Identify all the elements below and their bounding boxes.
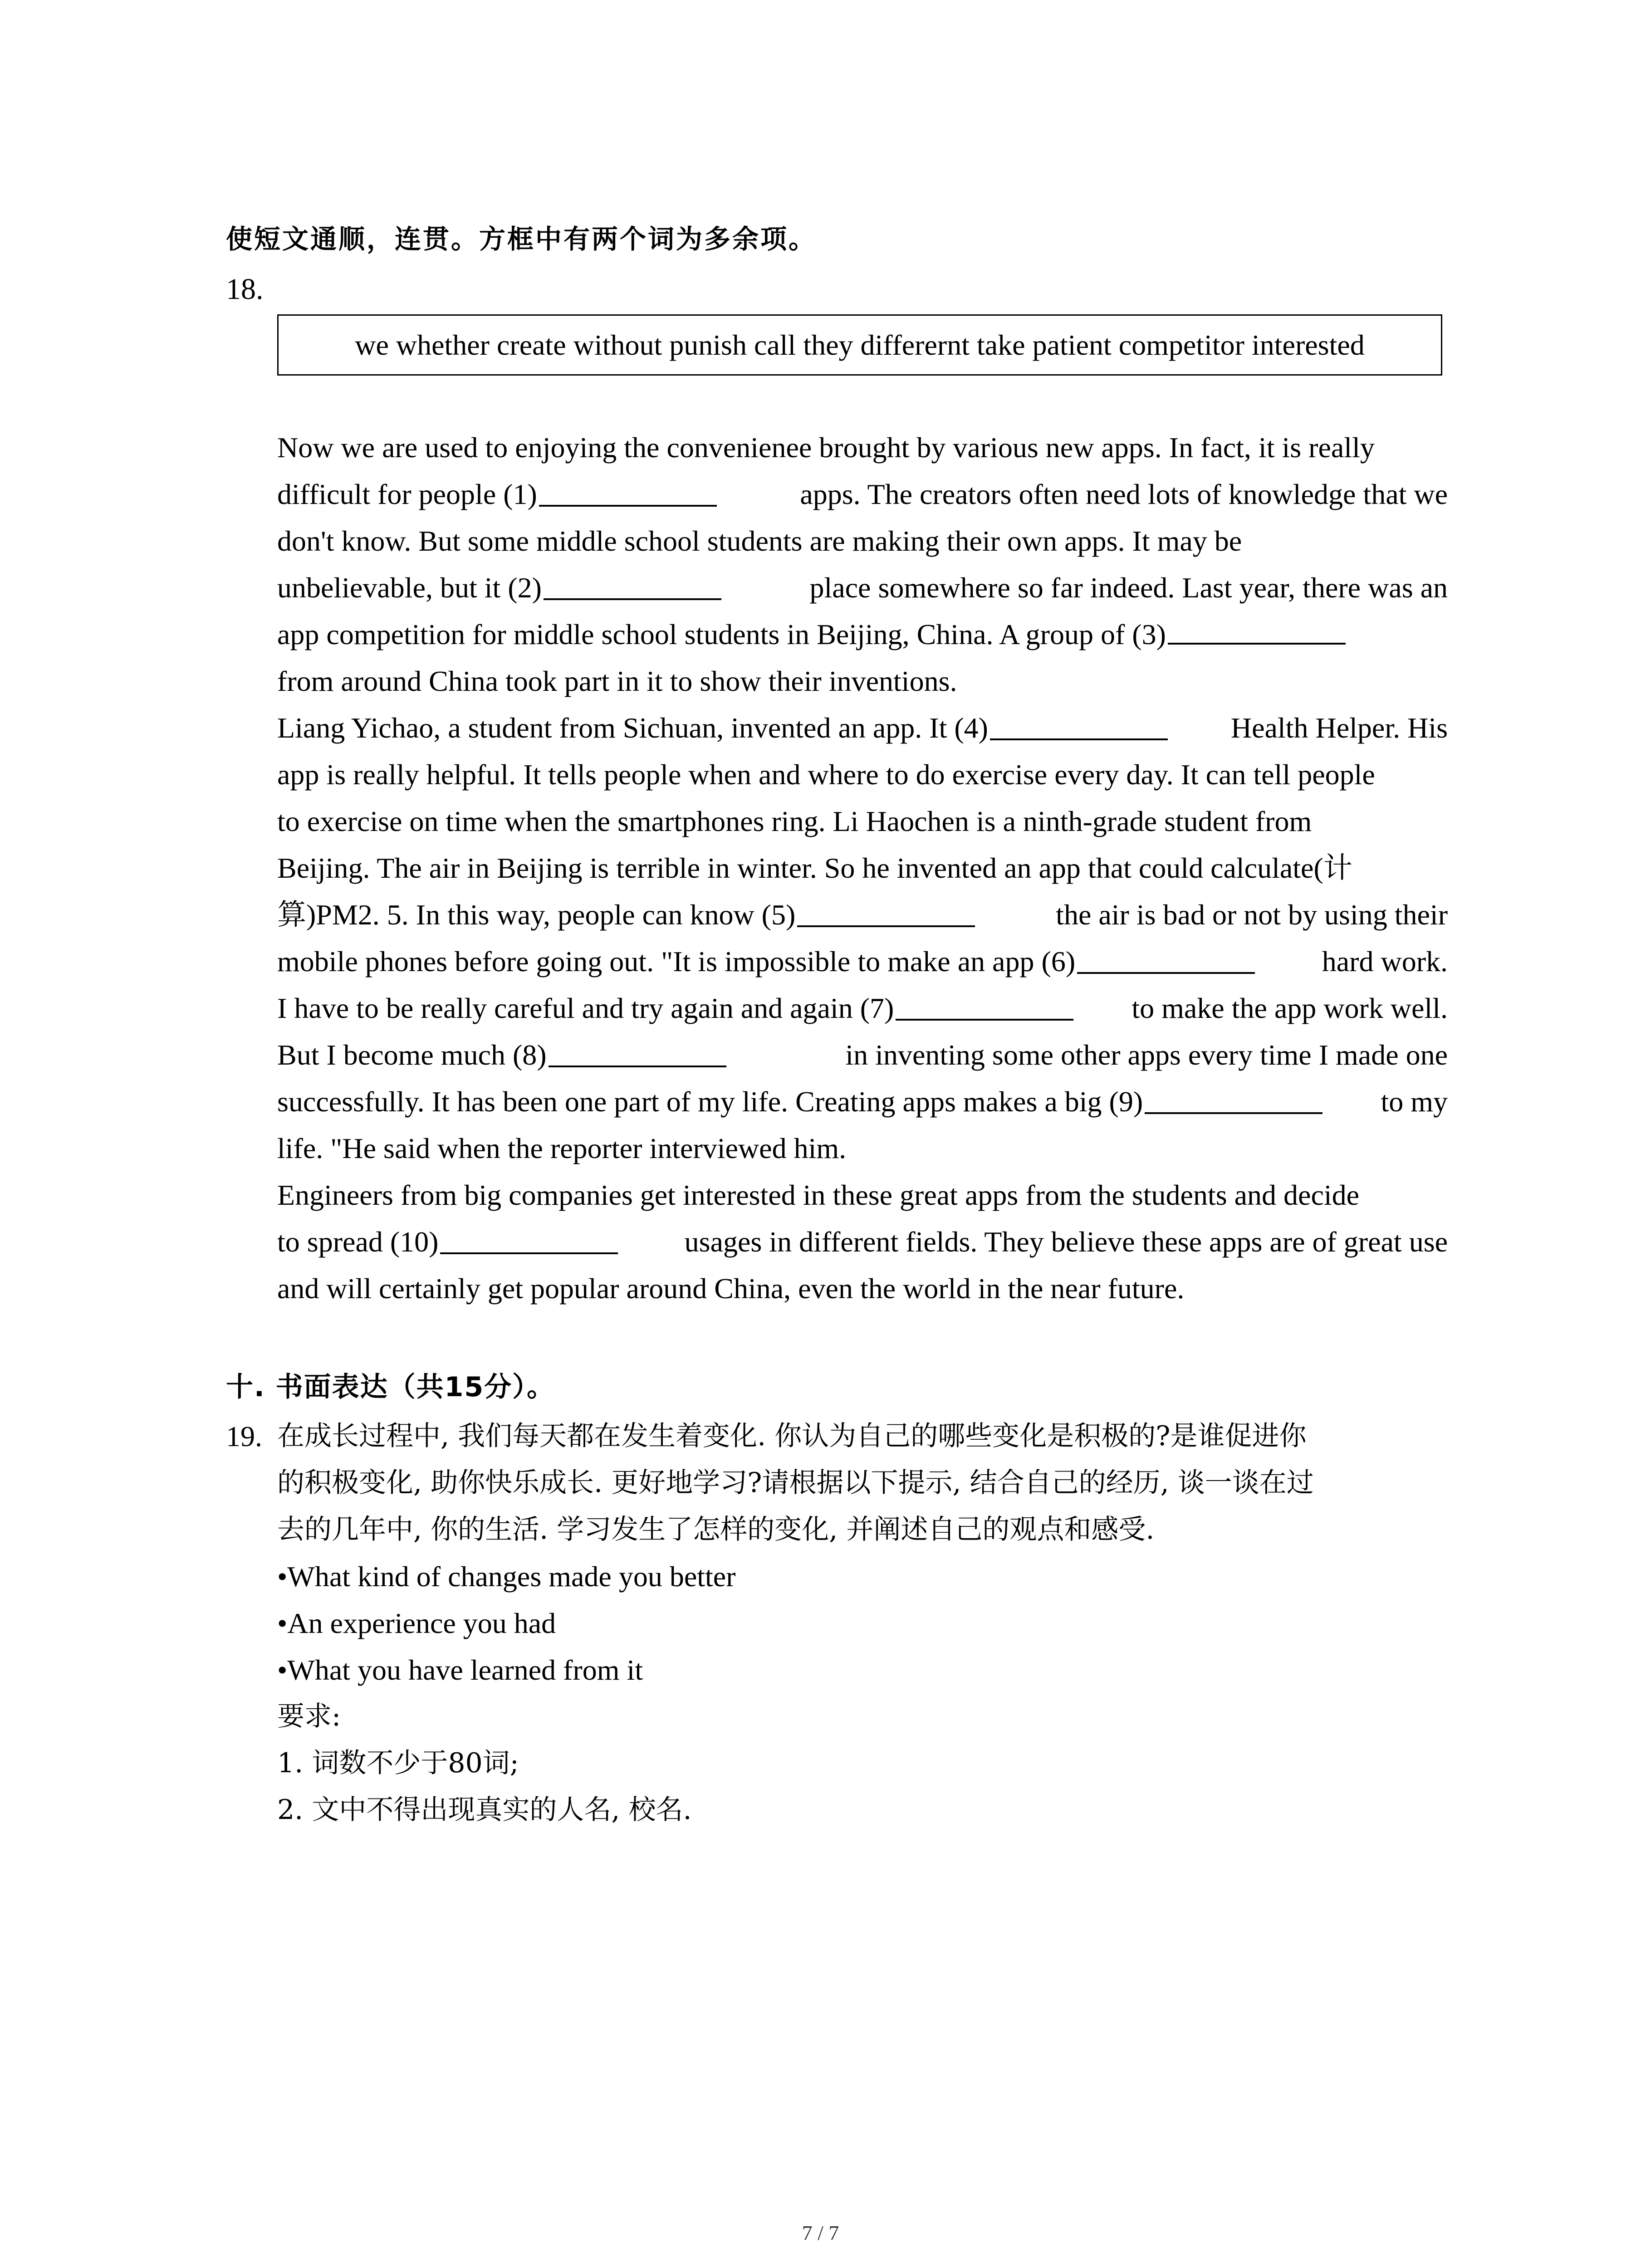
passage-line: to spread (10) usages in different fields. They believe these apps are of great use [277,1218,1448,1265]
bullet-item: •What you have learned from it [277,1654,643,1686]
passage-line: app is really helpful. It tells people when and where to do exercise every day. It can tell people [277,758,1375,791]
passage-line: app competition for middle school students in Beijing, China. A group of (3) [277,611,1448,658]
passage-line: difficult for people (1) apps. The creators often need lots of knowledge that we [277,471,1448,518]
passage-line: I have to be really careful and try again and again (7) to make the app work well. [277,985,1448,1031]
prompt-line: 去的几年中, 你的生活. 学习发生了怎样的变化, 并阐述自己的观点和感受. [277,1514,1155,1545]
passage-line: life. "He said when the reporter interviewed him. [277,1132,847,1164]
word-bank-box [277,314,1442,376]
blank-8[interactable] [549,1034,726,1067]
passage-line: Now we are used to enjoying the convenienee brought by various new apps. In fact, it is really [277,431,1375,464]
passage-line: mobile phones before going out. "It is impossible to make an app (6) hard work. [277,938,1448,985]
passage-line: Liang Yichao, a student from Sichuan, invented an app. It (4) Health Helper. His [277,704,1448,751]
passage-line: and will certainly get popular around China, even the world in the near future. [277,1272,1185,1305]
requirement-item: 2. 文中不得出现真实的人名, 校名. [277,1794,692,1826]
passage-line: 算)PM2. 5. In this way, people can know (5) the air is bad or not by using their [277,891,1448,938]
requirements-label: 要求: [277,1701,341,1732]
blank-4[interactable] [990,707,1168,740]
passage-line: don't know. But some middle school students are making their own apps. It may be [277,525,1242,557]
page-number: 7 / 7 [802,2221,839,2244]
requirement-item: 1. 词数不少于80词; [277,1747,519,1779]
blank-3[interactable] [1168,611,1346,645]
passage-line: from around China took part in it to show their inventions. [277,665,957,697]
bullet-item: •What kind of changes made you better [277,1560,736,1593]
passage-line: unbelievable, but it (2) place somewhere so far indeed. Last year, there was an [277,564,1448,611]
prompt-line: 的积极变化, 助你快乐成长. 更好地学习?请根据以下提示, 结合自己的经历, 谈一谈在过 [277,1467,1314,1499]
question-19-number: 19. [226,1420,262,1452]
instruction-text: 使短文通顺，连贯。方框中有两个词为多余项。 [226,224,817,254]
blank-7[interactable] [896,987,1073,1021]
blank-9[interactable] [1145,1080,1323,1114]
blank-10[interactable] [440,1221,618,1254]
passage-line: Engineers from big companies get interested in these great apps from the students and decide [277,1179,1360,1211]
question-18-number: 18. [226,273,264,306]
passage-line: Beijing. The air in Beijing is terrible in winter. So he invented an app that could calculate(计 [277,852,1352,884]
passage-line: successfully. It has been one part of my life. Creating apps makes a big (9) to my [277,1078,1448,1125]
blank-6[interactable] [1077,940,1255,974]
blank-1[interactable] [539,473,717,507]
blank-5[interactable] [797,894,975,927]
question-19-body [277,1413,1448,1833]
bullet-item: •An experience you had [277,1607,556,1639]
prompt-line: 在成长过程中, 我们每天都在发生着变化. 你认为自己的哪些变化是积极的?是谁促进你 [277,1420,1307,1452]
passage [277,424,1448,1312]
blank-2[interactable] [544,567,721,600]
passage-line: But I become much (8) in inventing some other apps every time I made one [277,1031,1448,1078]
word-bank-text: we whether create without punish call they differernt take patient competitor interested [355,328,1365,361]
passage-line: to exercise on time when the smartphones ring. Li Haochen is a ninth-grade student from [277,805,1312,837]
section-heading: 十. 书面表达（共15分）。 [226,1371,555,1403]
